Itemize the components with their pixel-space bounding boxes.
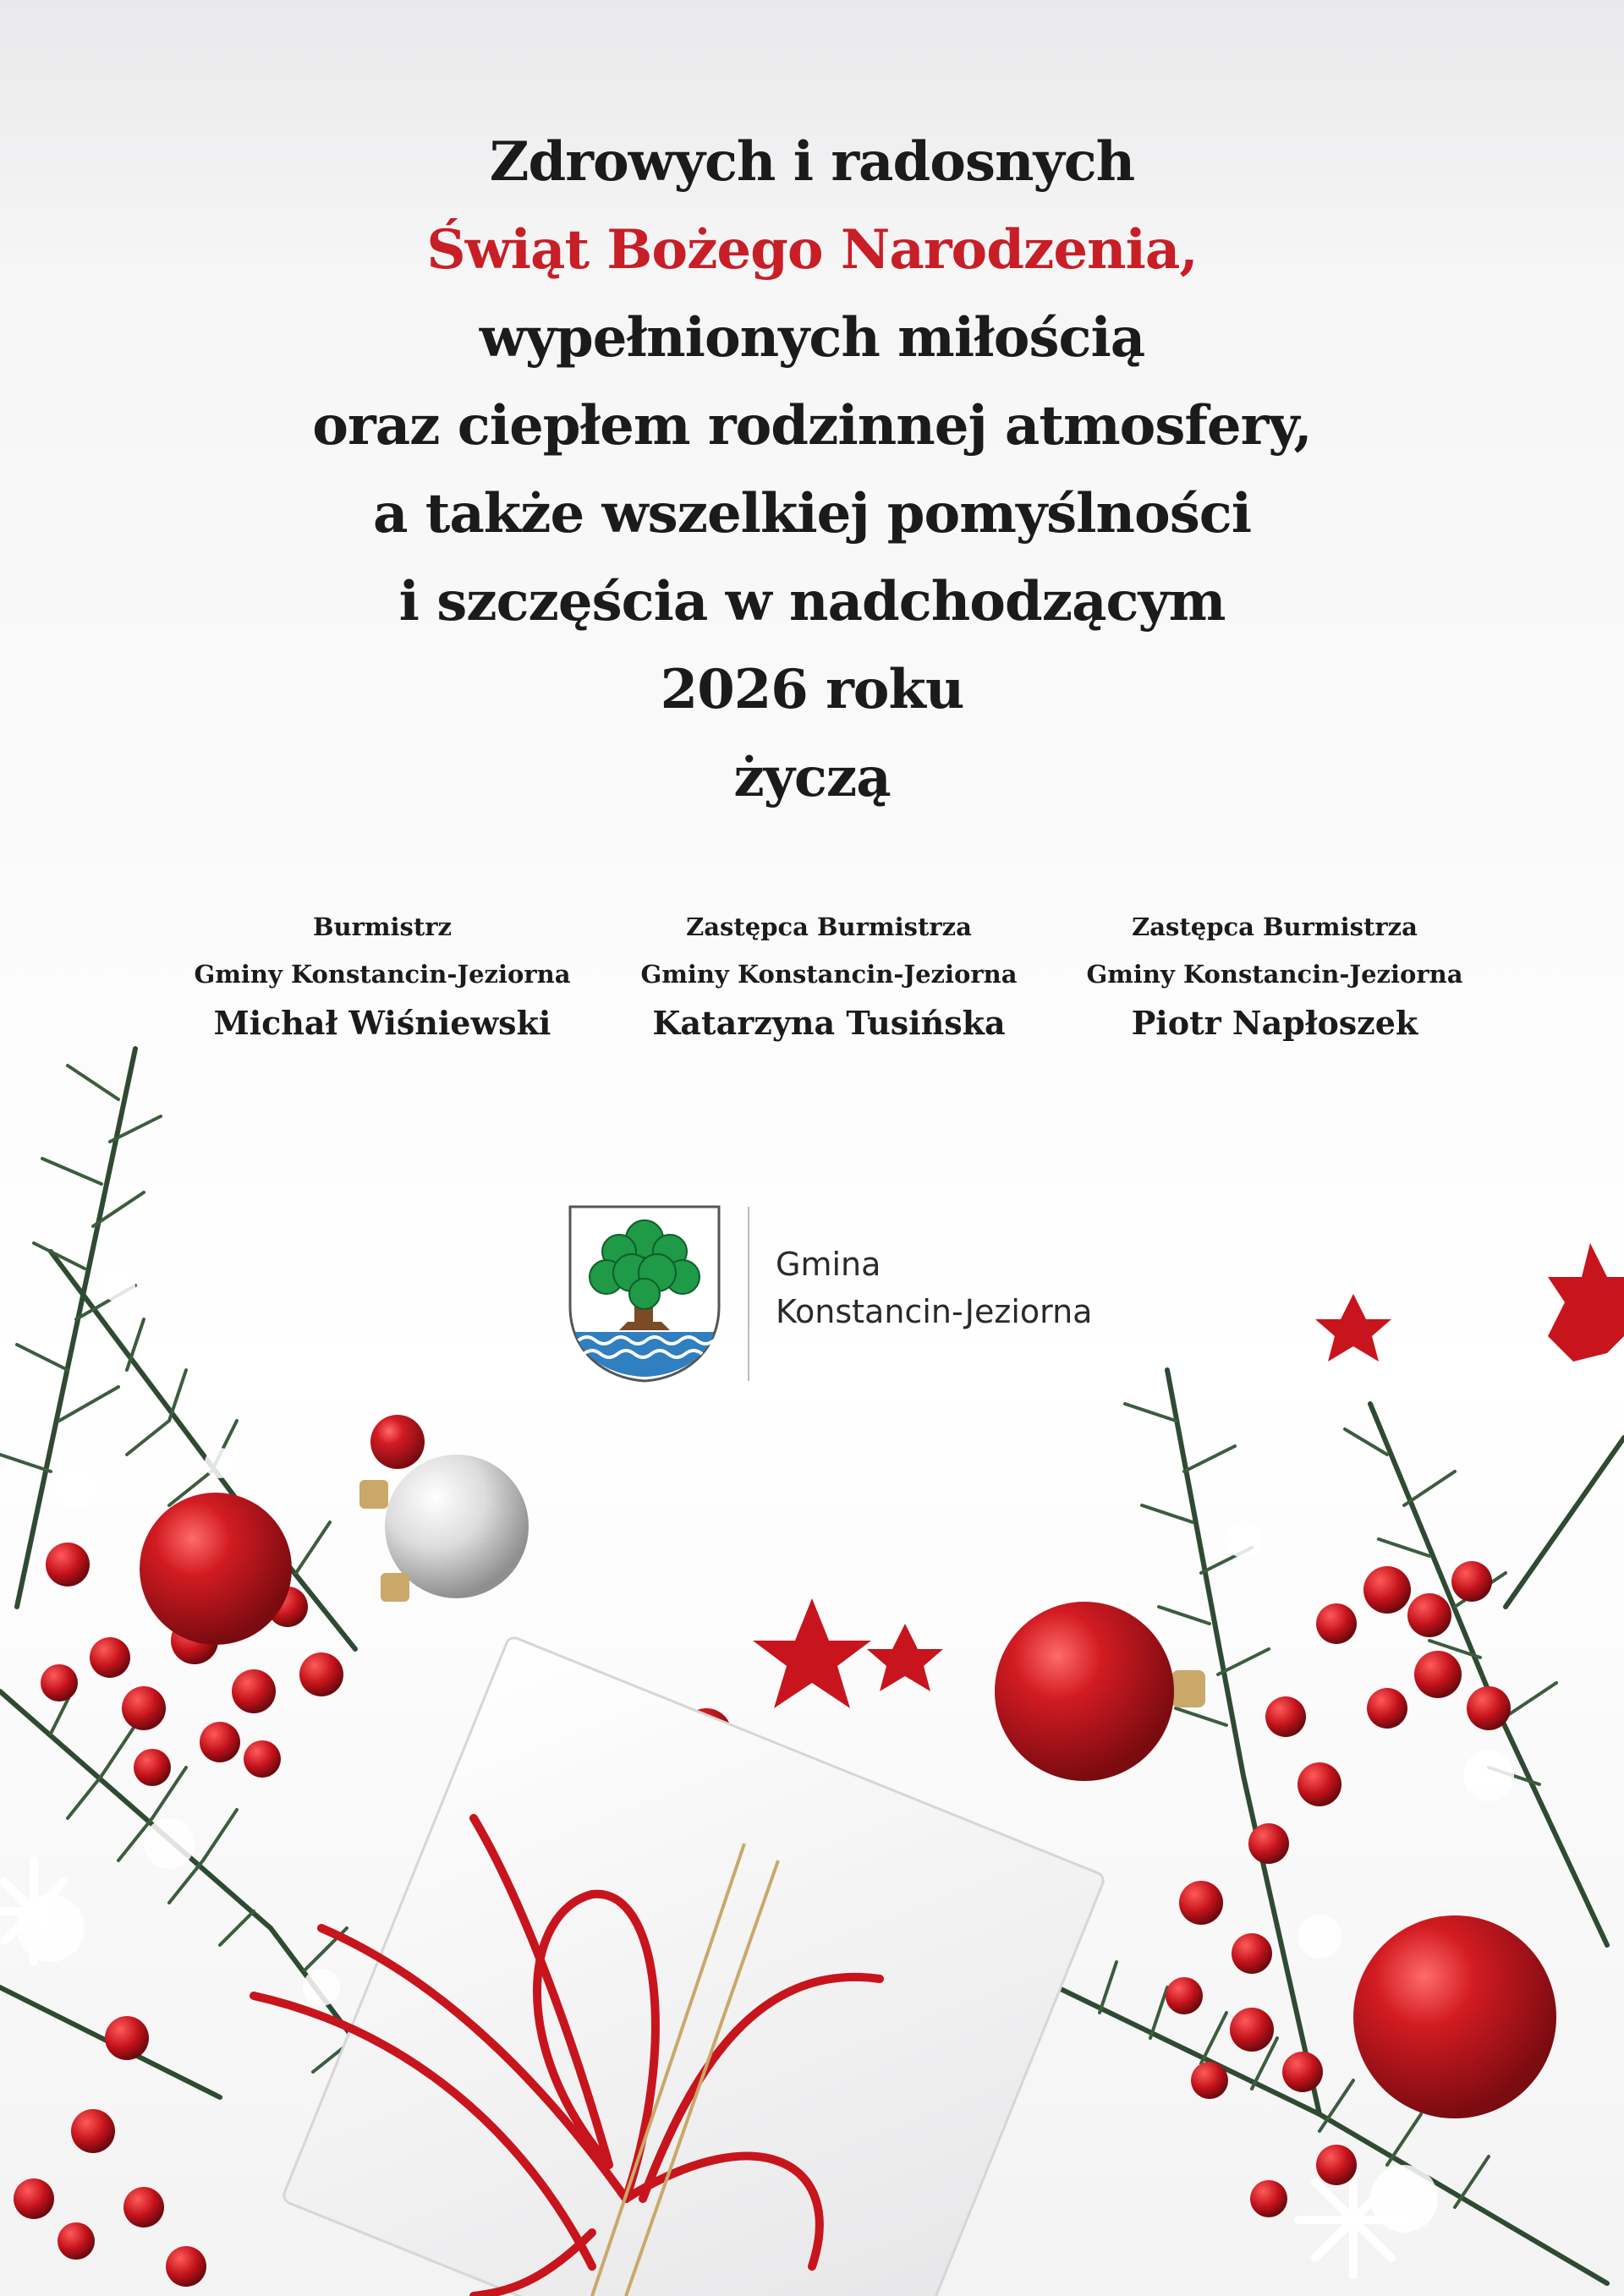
- signatories: [0, 903, 1624, 1055]
- red-berries-right: [1166, 1561, 1511, 2217]
- logo-line-1: Gmina: [776, 1246, 881, 1283]
- pine-needles-left: [0, 1066, 448, 2106]
- signer-name: Piotr Napłoszek: [1131, 1004, 1418, 1042]
- signer-name: Michał Wiśniewski: [213, 1004, 551, 1042]
- signer-role: Zastępca Burmistrza: [686, 912, 972, 941]
- signer-name: Katarzyna Tusińska: [652, 1004, 1006, 1042]
- red-bauble-large: [995, 1602, 1205, 1781]
- oak-tree-crest-icon: [568, 1205, 721, 1383]
- gift-twine: [592, 1844, 778, 2296]
- greeting-line-7: 2026 roku: [660, 658, 964, 721]
- greeting-text: [0, 118, 1624, 822]
- pine-branches-left: [0, 1049, 474, 2199]
- pine-needles-right: [1100, 1404, 1556, 2207]
- greeting-line-6: i szczęścia w nadchodzącym: [398, 570, 1226, 633]
- logo-divider: [748, 1207, 749, 1381]
- gift-ribbon: [254, 1818, 880, 2296]
- signer-org: Gminy Konstancin-Jeziorna: [640, 960, 1018, 989]
- greeting-line-1: Zdrowych i radosnych: [489, 130, 1135, 194]
- signer-deputy-2: [1012, 903, 1537, 1049]
- snow-frost-right: [1225, 1521, 1514, 2233]
- red-berries-left: [14, 1543, 343, 2287]
- greeting-line-4: oraz ciepłem rodzinnej atmosfery,: [312, 394, 1312, 458]
- greeting-line-8: życzą: [733, 746, 891, 809]
- signer-org: Gminy Konstancin-Jeziorna: [1086, 960, 1463, 989]
- snowflake-icon: [0, 1860, 1408, 2275]
- pine-branches-right: [1057, 1370, 1624, 2283]
- municipality-logo: [568, 1205, 1110, 1383]
- logo-wordmark: [776, 1241, 1092, 1335]
- red-bauble-left: [140, 1493, 292, 1645]
- red-bauble-right: [1353, 1915, 1556, 2118]
- red-bauble-center: [837, 1827, 990, 1979]
- silver-bauble: [359, 1455, 529, 1602]
- logo-line-2: Konstancin-Jeziorna: [776, 1293, 1093, 1330]
- greeting-line-2-highlight: Świąt Bożego Narodzenia,: [426, 218, 1198, 282]
- small-red-bauble: [370, 1415, 732, 1759]
- signer-role: Burmistrz: [312, 912, 453, 941]
- snow-frost-left: [17, 1269, 340, 2006]
- signer-role: Zastępca Burmistrza: [1132, 912, 1418, 941]
- signer-mayor: [120, 903, 645, 1049]
- greeting-line-3: wypełnionych miłością: [479, 306, 1145, 370]
- greeting-line-5: a także wszelkiej pomyślności: [373, 482, 1251, 545]
- gift-box: [282, 1636, 1106, 2296]
- signer-org: Gminy Konstancin-Jeziorna: [194, 960, 571, 989]
